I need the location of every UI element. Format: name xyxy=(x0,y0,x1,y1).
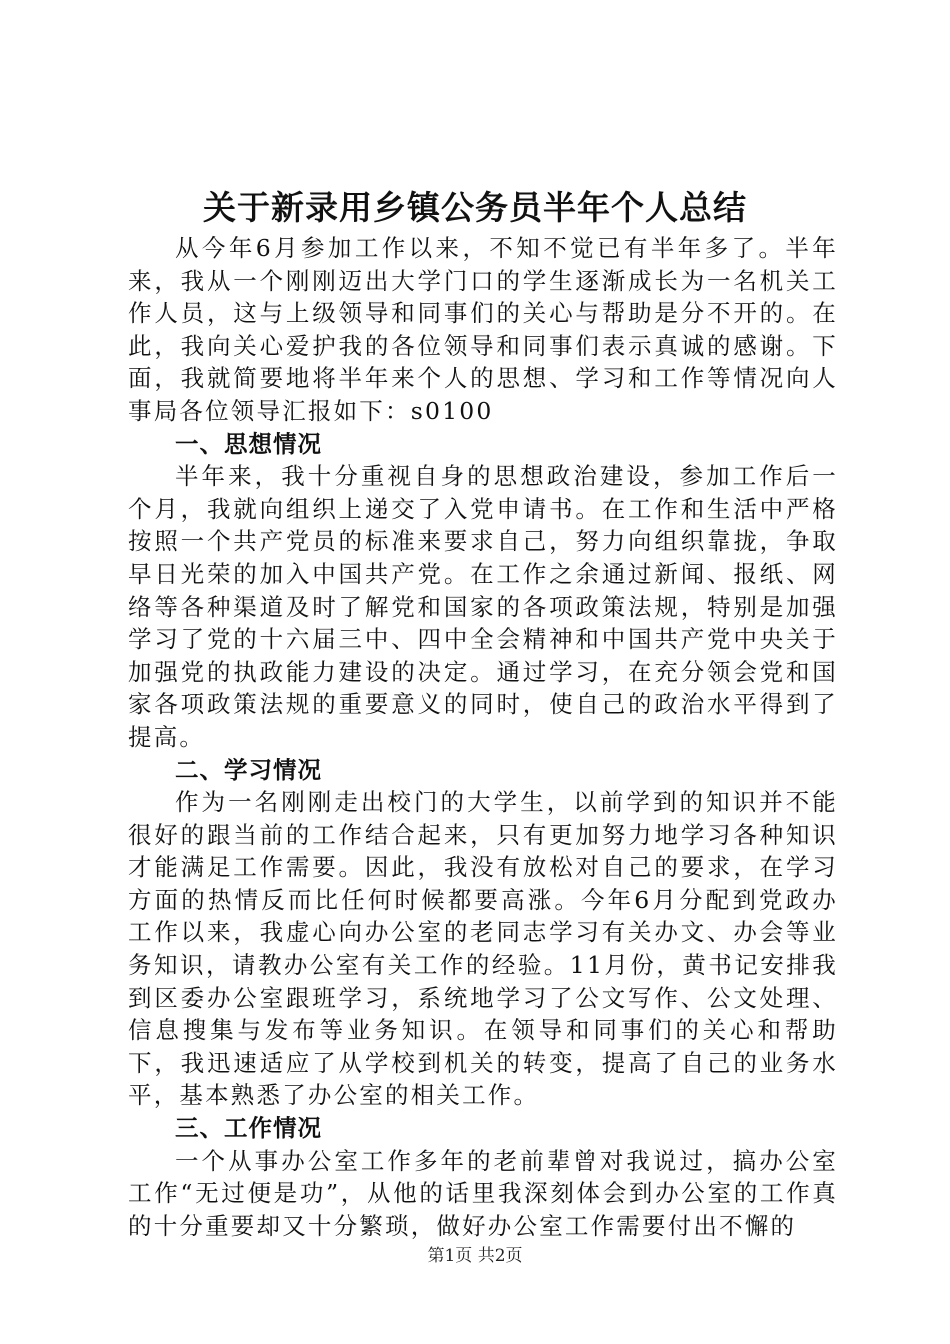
section-paragraph-work: 一个从事办公室工作多年的老前辈曾对我说过，搞办公室工作“无过便是功”，从他的话里我深刻体会到办公室的工作真的十分重要却又十分繁琐，做好办公室工作需要付出不懈的 xyxy=(128,1146,838,1240)
section-paragraph-study: 作为一名刚刚走出校门的大学生，以前学到的知识并不能很好的跟当前的工作结合起来，只有更加努力地学习各种知识才能满足工作需要。因此，我没有放松对自己的要求，在学习方面的热情反而比任何时候都要高涨。今年6月分配到党政办工作以来，我虚心向办公室的老同志学习有关办文、办会等业务知识，请教办公室有关工作的经验。11月份，黄书记安排我到区委办公室跟班学习，系统地学习了公文写作、公文处理、信息搜集与发布等业务知识。在领导和同事们的关心和帮助下，我迅速适应了从学校到机关的转变，提高了自己的业务水平，基本熟悉了办公室的相关工作。 xyxy=(128,788,838,1110)
intro-paragraph: 从今年6月参加工作以来，不知不觉已有半年多了。半年来，我从一个刚刚迈出大学门口的学生逐渐成长为一名机关工作人员，这与上级领导和同事们的关心与帮助是分不开的。在此，我向关心爱护我的各位领导和同事们表示真诚的感谢。下面，我就简要地将半年来个人的思想、学习和工作等情况向人事局各位领导汇报如下：s0100 xyxy=(128,234,838,425)
section-heading-study: 二、学习情况 xyxy=(175,755,322,784)
section-paragraph-thought: 半年来，我十分重视自身的思想政治建设，参加工作后一个月，我就向组织上递交了入党申请书。在工作和生活中严格按照一个共产党员的标准来要求自己，努力向组织靠拢，争取早日光荣的加入中国共产党。在工作之余通过新闻、报纸、网络等各种渠道及时了解党和国家的各项政策法规，特别是加强学习了党的十六届三中、四中全会精神和中国共产党中央关于加强党的执政能力建设的决定。通过学习，在充分领会党和国家各项政策法规的重要意义的同时，使自己的政治水平得到了提高。 xyxy=(128,462,838,751)
page-number-footer: 第1页 共2页 xyxy=(427,1246,523,1266)
section-heading-work: 三、工作情况 xyxy=(175,1114,322,1143)
section-heading-thought: 一、思想情况 xyxy=(175,429,322,458)
document-body xyxy=(128,232,838,1242)
document-title: 关于新录用乡镇公务员半年个人总结 xyxy=(203,188,747,227)
